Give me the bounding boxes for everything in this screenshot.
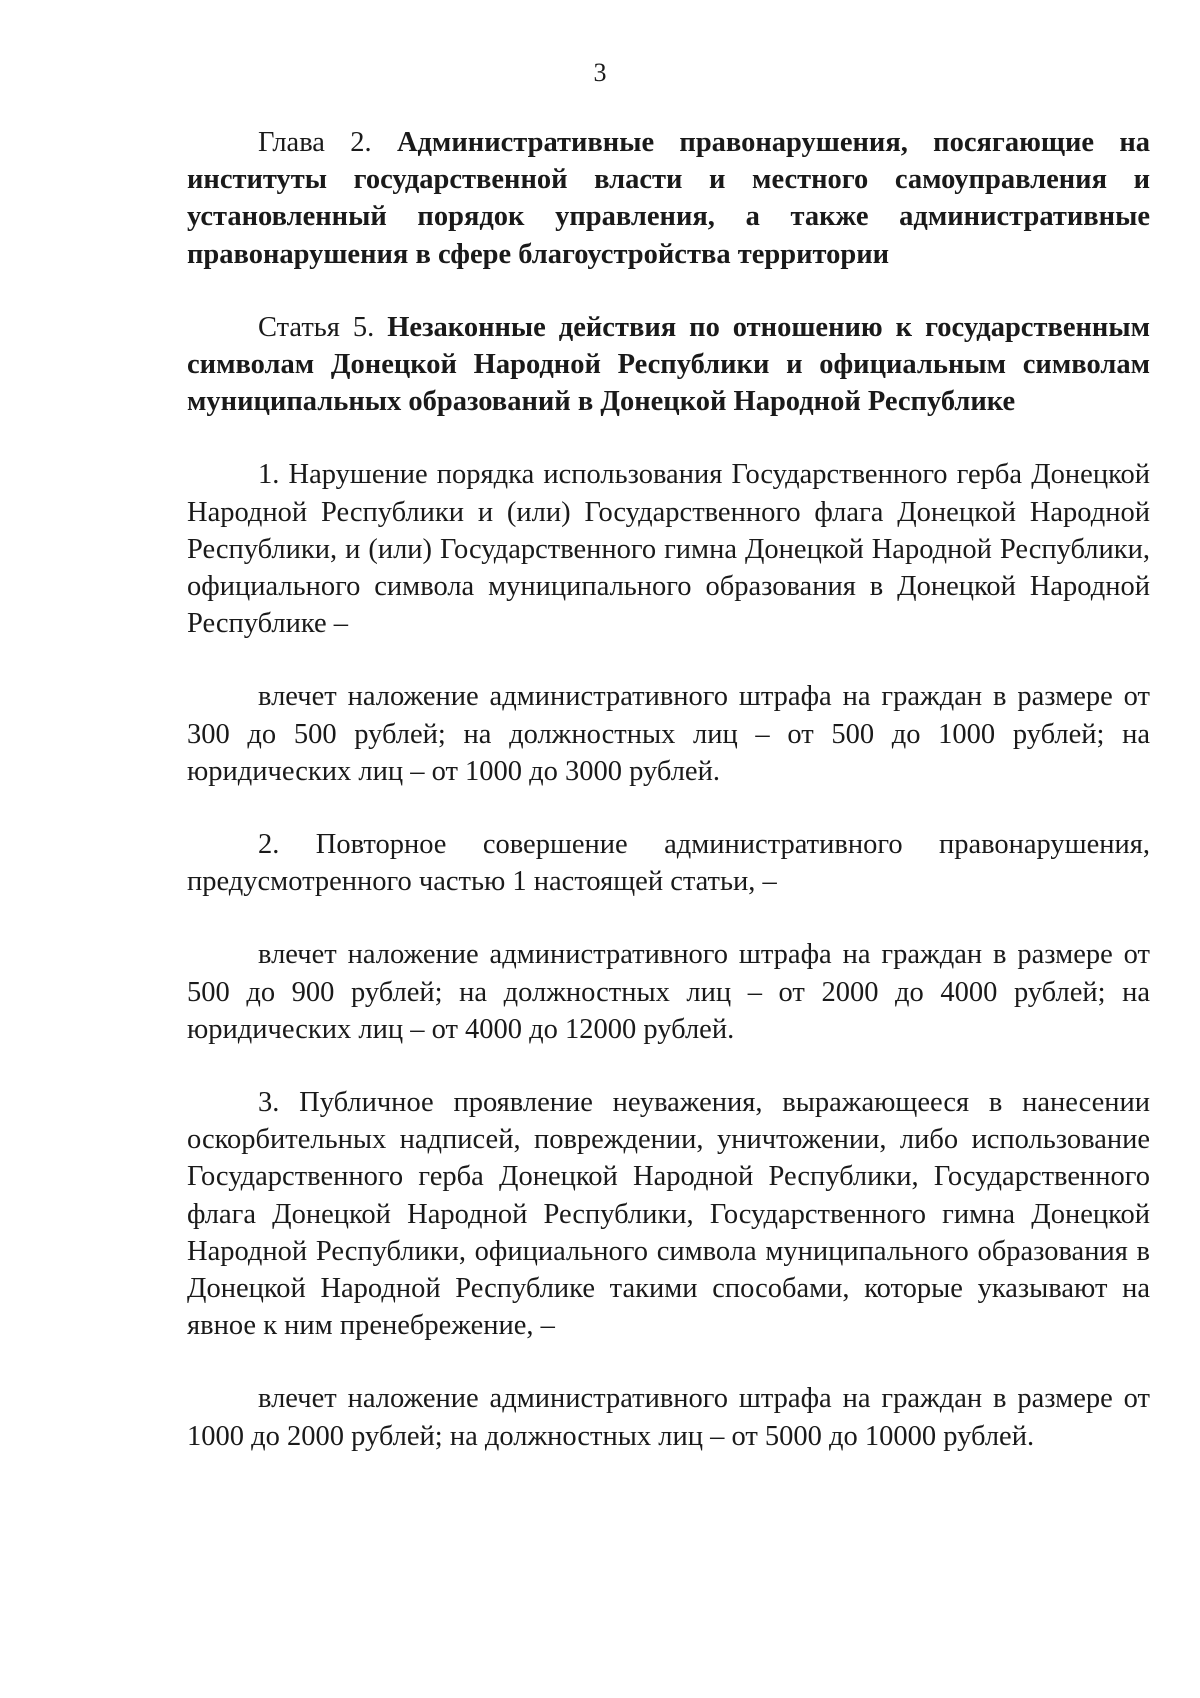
chapter-heading xyxy=(187,124,1150,273)
page-number: 3 xyxy=(593,58,607,87)
paragraph-part-1: 1. Нарушение порядка использования Государственного герба Донецкой Народной Республики и (или) Государственного флага Донецкой Народной Республики, и (или) Государственного гимна Донецкой Народной Республики, официального символа муниципального образования в Донецкой Народной Республике – xyxy=(187,459,1150,640)
chapter-title: Административные правонарушения, посягающие на институты государственной власти и местного самоуправления и установленный порядок управления, а также административные правонарушения в сфере благоустройства территории xyxy=(187,127,1151,270)
article-title: Незаконные действия по отношению к государственным символам Донецкой Народной Республики и официальным символам муниципальных образований в Донецкой Народной Республике xyxy=(187,311,1150,418)
paragraph-part-2: 2. Повторное совершение административного правонарушения, предусмотренного частью 1 настоящей статьи, – xyxy=(187,829,1150,898)
document-body xyxy=(187,124,1150,1455)
article-label: Статья 5. xyxy=(258,311,375,343)
paragraph-sanction-3: влечет наложение административного штрафа на граждан в размере от 1000 до 2000 рублей; на должностных лиц – от 5000 до 10000 рублей. xyxy=(187,1383,1150,1452)
paragraph-sanction-2: влечет наложение административного штрафа на граждан в размере от 500 до 900 рублей; на должностных лиц – от 2000 до 4000 рублей; на юридических лиц – от 4000 до 12000 рублей. xyxy=(187,939,1150,1045)
article-heading xyxy=(187,309,1150,421)
chapter-label: Глава 2. xyxy=(258,127,372,158)
paragraph-sanction-1: влечет наложение административного штрафа на граждан в размере от 300 до 500 рублей; на должностных лиц – от 500 до 1000 рублей; на юридических лиц – от 1000 до 3000 рублей. xyxy=(187,681,1150,787)
paragraph-part-3: 3. Публичное проявление неуважения, выражающееся в нанесении оскорбительных надписей, повреждении, уничтожении, либо использование Государственного герба Донецкой Народной Республики, Государственного флага Донецкой Народной Республики, Государственного гимна Донецкой Народной Республики, официального символа муниципального образования в Донецкой Народной Республике такими способами, которые указывают на явное к ним пренебрежение, – xyxy=(187,1087,1150,1342)
